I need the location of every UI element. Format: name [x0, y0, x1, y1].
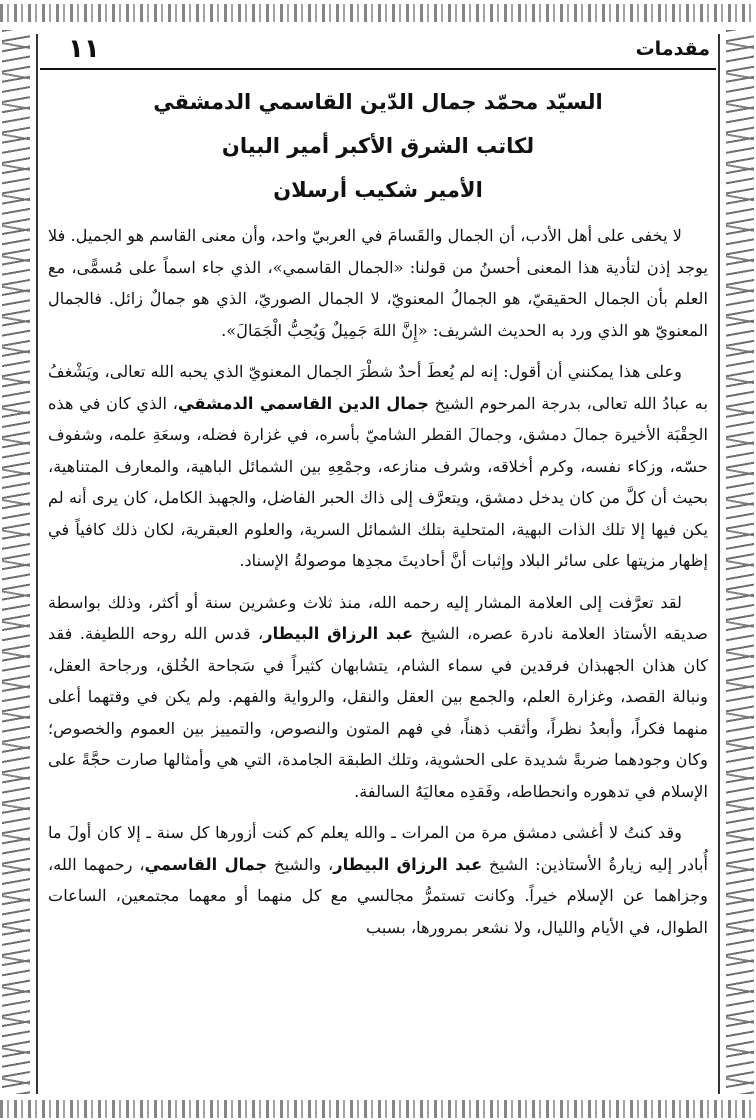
right-border-rule: [718, 34, 720, 1094]
page-header: [40, 30, 716, 70]
top-ornament-border: [0, 4, 756, 22]
left-border-rule: [36, 34, 38, 1094]
paragraph-1: [48, 220, 708, 346]
bold-name: عبد الرزاق البيطار: [263, 624, 414, 643]
paragraph-3: [48, 587, 708, 808]
left-ornament-border: [2, 30, 30, 1094]
text-run: ، قدس الله روحه اللطيفة. فقد كان هذان الجهبذان فرقدين في سماء الشام، يتشابهان كثيراً في سَجاحة الخُلق، ورجاحة العقل، ونبالة القصد، وغزارة العلم، والجمع بين العقل والنقل، والرواية والفهم. ولم يكن في وقتهما أعلى منهما فكراً، وأبعدُ نظراً، وأثقب ذهناً، في فهم المتون والنصوص، والتمييز بين العموم والخصوص؛ وكان وجودهما ضربةً شديدة على الحشوية، وتلك الطبقة الجامدة، التي هي وأمثالها صارت حجَّةً على الإسلام في تدهوره وانحطاطه، وفَقدِه معاليَهُ السالفة.: [48, 624, 708, 801]
text-run: ، الذي كان في هذه الحِقْبَة الأخيرة جمالَ دمشق، وجمالَ القطر الشاميّ بأسره، في غزارة فضله، وسعَةِ علمه، وشفوف حسّه، وزكاء نفسه، وكرم أخلاقه، وشرف منازعه، وجمْعِهِ بين الشمائل الباهية، والمعارف المتناهية، بحيث أن كلَّ من كان يدخل دمشق، ويتعرَّف إلى ذاك الحبر الفاضل، والجهبذ الكامل، كان يرى أنه لم يكن فيها إلا تلك الذات البهية، المتحلية بتلك الشمائل السرية، والعلوم العبقرية، لكان ذلك كافياً في إظهار مزيتها على سائر البلاد وإثبات أنَّ أحاديثَ مجدِها موصولةُ الإسناد.: [48, 393, 708, 570]
bold-name: عبد الرزاق البيطار: [333, 854, 483, 874]
article-author-name: الأمير شكيب أرسلان: [273, 178, 483, 202]
text-run: وعلى هذا يمكنني أن أقول: إنه لم يُعطَ أحدٌ شطْرَ الجمال المعنويّ الذي يحبه الله تعالى، ويَشْغفُ به عبادُ الله تعالى، بدرجة المرحوم الشيخ: [48, 362, 708, 413]
page-body: [48, 78, 708, 1080]
text-run: ، والشيخ: [267, 854, 334, 874]
page-number: ١١: [68, 34, 100, 64]
paragraph-2: [48, 356, 708, 577]
bold-name: جمال الدين القاسمي الدمشقي: [177, 393, 429, 413]
right-ornament-border: [726, 30, 754, 1094]
article-author-epithet: لكاتب الشرق الأكبر أمير البيان: [221, 134, 535, 158]
text-run: وقد كنتُ لا أغشى دمشق مرة من المرات ـ والله يعلم كم كنت أزورها كل سنة ـ إلا كان أولَ ما أُبادر إليه زيارةُ الأستاذين: الشيخ: [48, 823, 708, 874]
article-subject-title: السيّد محمّد جمال الدّين القاسمي الدمشقي: [153, 90, 603, 114]
paragraph-4: [48, 817, 708, 943]
text-run: لا يخفى على أهل الأدب، أن الجمال والقَسامَ في العربيّ واحد، وأن معنى القاسم هو الجميل. فلا يوجد إذن لتأدية هذا المعنى أحسنُ من قولنا: «الجمال القاسمي»، الذي جاء اسماً على مُسمًّى، مع العلم بأن الجمال الحقيقيّ، هو الجمالُ المعنويّ، لا الجمال الصوريّ، الذي هو جمالٌ زائل. فالجمال المعنويّ هو الذي ورد به الحديث الشريف: «إِنَّ اللهَ جَمِيلٌ وَيُحِبُّ الْجَمَالَ».: [48, 226, 708, 340]
text-run: ، رحمهما الله، وجزاهما عن الإسلام خيراً. وكانت تستمرُّ مجالسي مع كل منهما أو معهما مجتمعين، الساعات الطوال، في الأيام والليال، ولا نشعر بمرورها، بسبب: [48, 854, 708, 937]
running-head: مقدمات: [635, 38, 710, 60]
text-run: لقد تعرَّفت إلى العلامة المشار إليه رحمه الله، منذ ثلاث وعشرين سنة أو أكثر، وذلك بواسطة صديقه الأستاذ العلامة نادرة عصره، الشيخ: [48, 592, 708, 643]
bottom-ornament-border: [0, 1100, 756, 1118]
bold-name: جمال القاسمي: [144, 854, 268, 874]
